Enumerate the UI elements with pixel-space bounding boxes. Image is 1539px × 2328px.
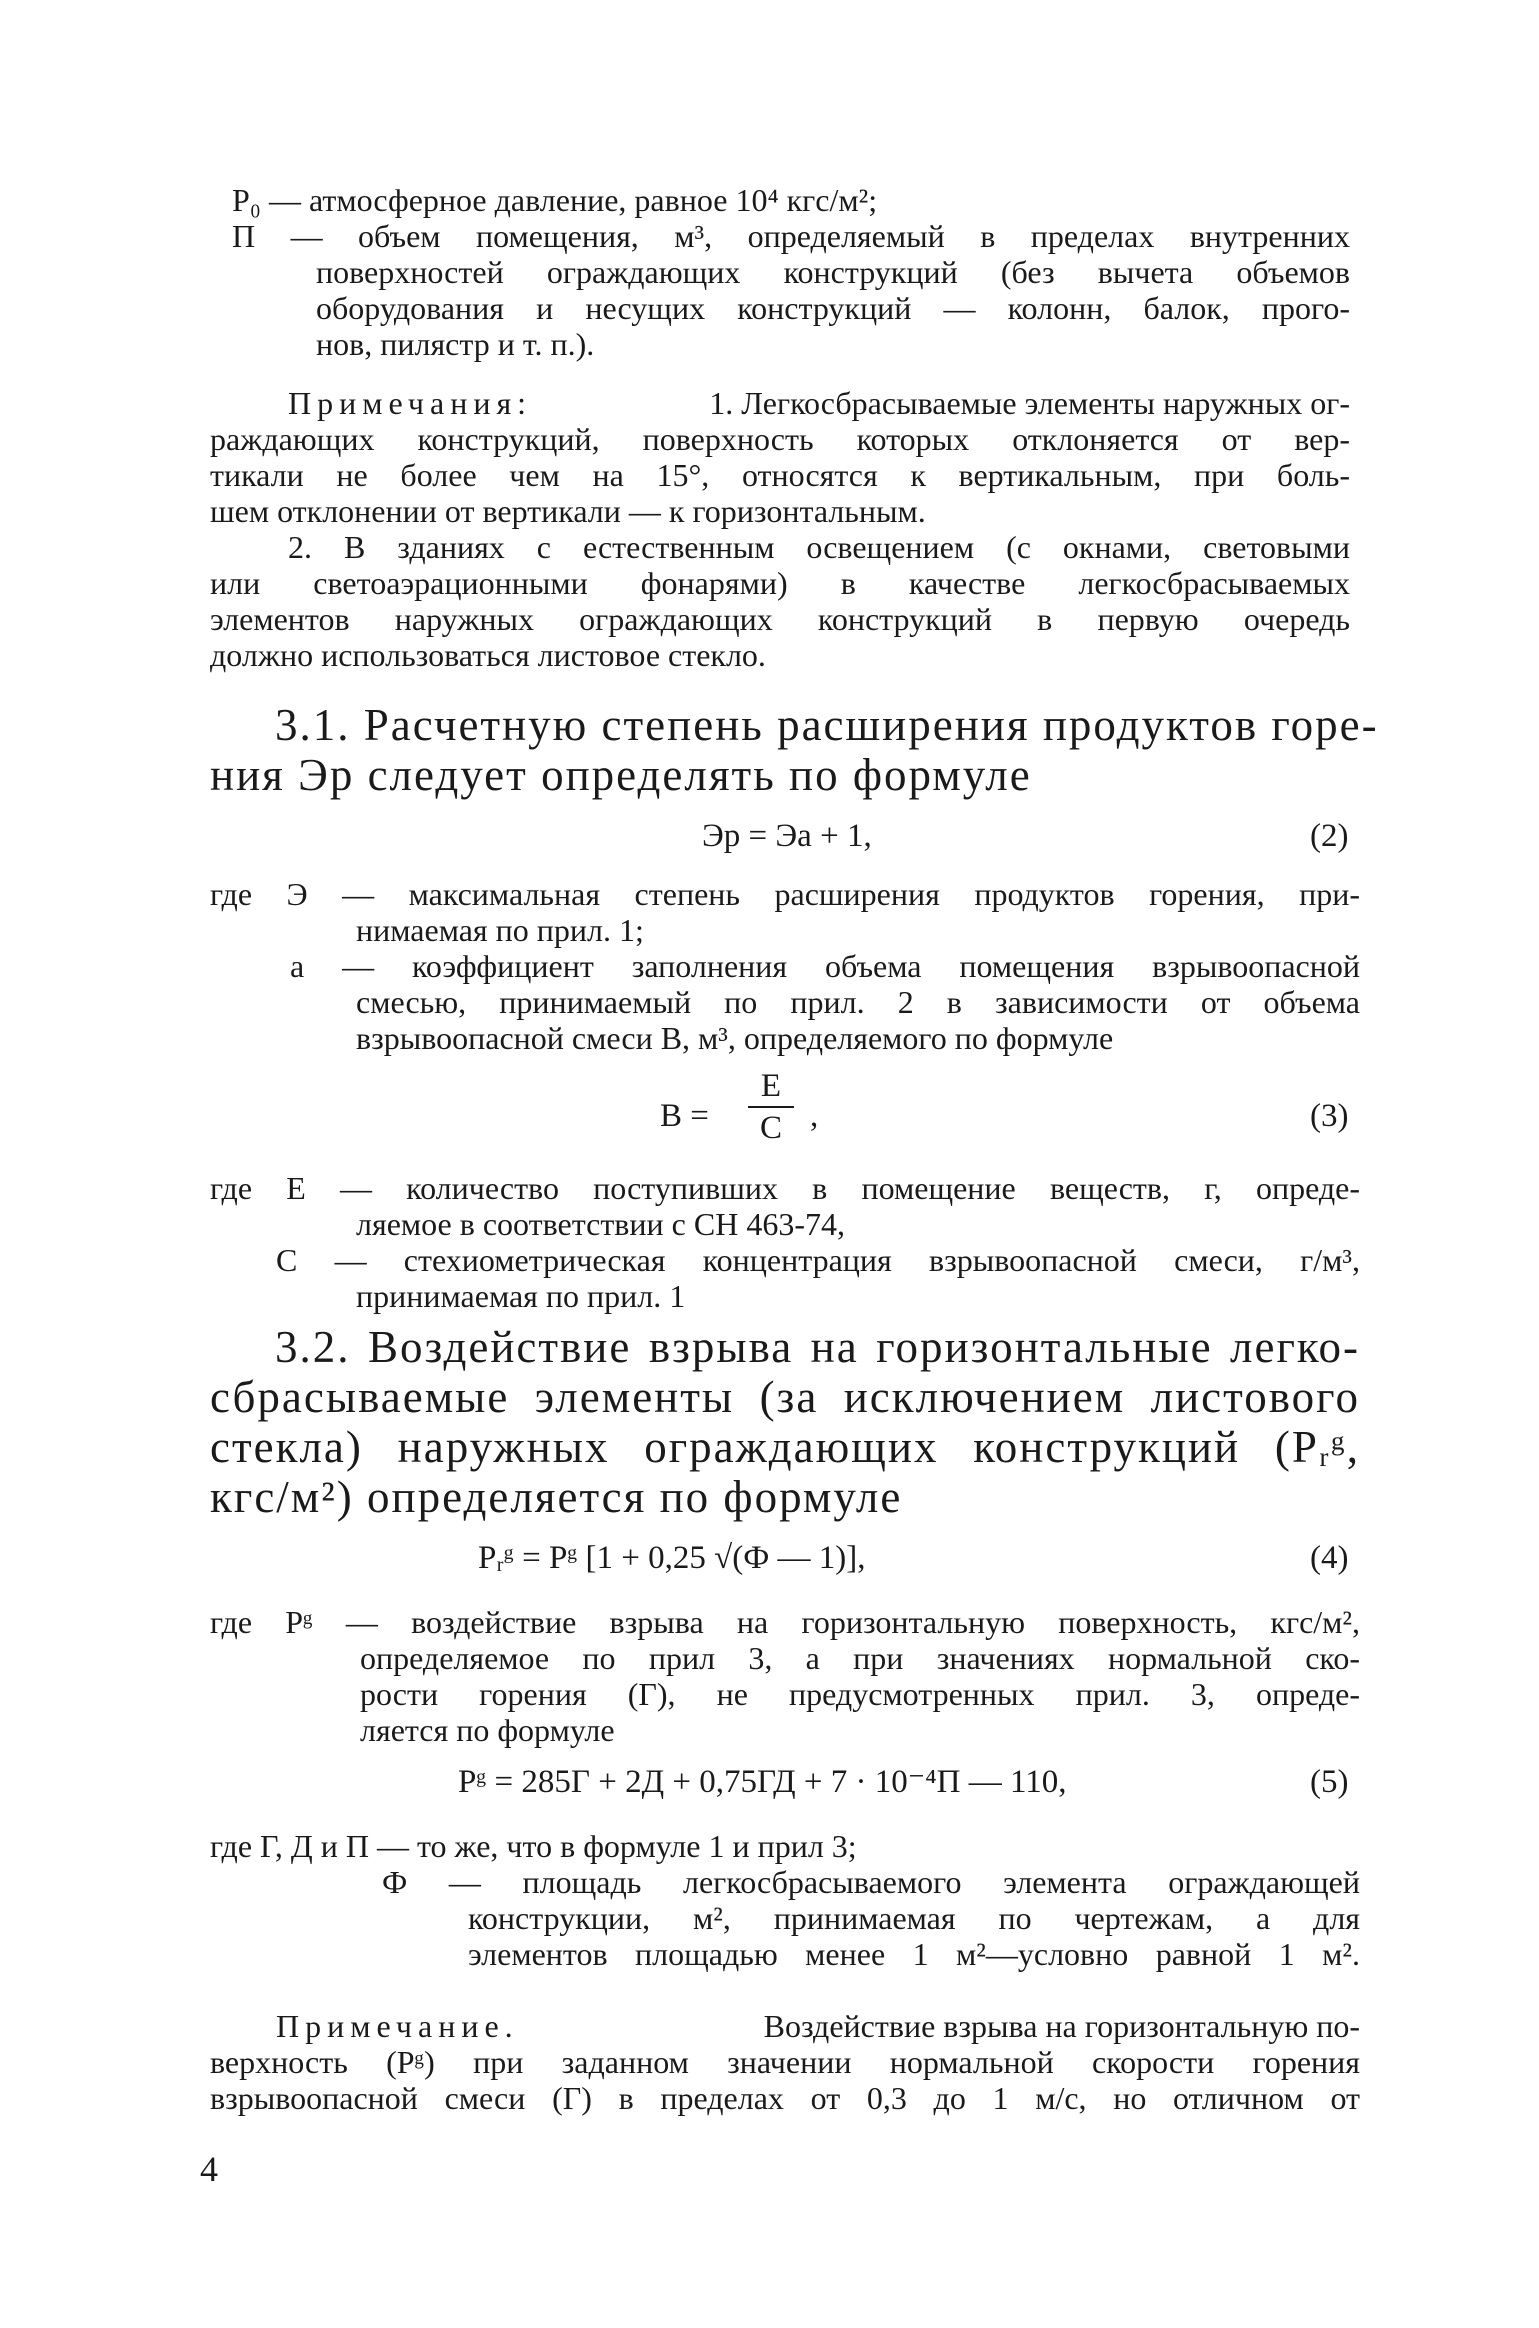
- section-3-2-heading: 3.2. Воздействие взрыва на горизонтальные легко-: [275, 1322, 1360, 1372]
- formula-4: Pᵣᵍ = Pᵍ [1 + 0,25 √(Ф — 1)],: [478, 1540, 866, 1576]
- where-c-conc: С — стехиометрическая концентрация взрывоопасной смеси, г/м³,: [276, 1242, 1360, 1278]
- formula-3-comma: ,: [810, 1098, 819, 1134]
- section-3-2-heading-cont-1: сбрасываемые элементы (за исключением листового: [210, 1372, 1360, 1422]
- where-a-coef: а — коэффициент заполнения объема помещения взрывоопасной: [290, 948, 1360, 984]
- where-e-quantity-cont: ляемое в соответствии с СН 463-74,: [356, 1206, 845, 1242]
- note1-first-line: [288, 385, 1350, 421]
- note1-line-0: 1. Легкосбрасываемые элементы наружных ог-: [709, 385, 1350, 421]
- where-c-conc-cont: принимаемая по прил. 1: [356, 1278, 686, 1314]
- formula-4-number: (4): [1310, 1540, 1349, 1576]
- def-volume-cont-3: нов, пилястр и т. п.).: [316, 326, 595, 362]
- where-f-area: Ф — площадь легкосбрасываемого элемента ограждающей: [382, 1864, 1360, 1900]
- where-g-d-p: где Г, Д и П — то же, что в формуле 1 и прил 3;: [210, 1828, 857, 1864]
- note1-line-3: шем отклонении от вертикали — к горизонтальным.: [210, 493, 926, 529]
- note1-line-5: или светоаэрационными фонарями) в качестве легкосбрасываемых: [210, 565, 1350, 601]
- formula-3-number: (3): [1310, 1098, 1349, 1134]
- page-number: 4: [200, 2149, 218, 2189]
- def-volume-cont-2: оборудования и несущих конструкций — колонн, балок, прого-: [316, 290, 1350, 326]
- where-e-max: где Э — максимальная степень расширения продуктов горения, при-: [210, 876, 1360, 912]
- where-e-quantity: где Е — количество поступивших в помещение веществ, г, опреде-: [210, 1170, 1360, 1206]
- def-volume-cont-1: поверхностей ограждающих конструкций (без вычета объемов: [316, 254, 1350, 290]
- def-p0: P₀ — атмосферное давление, равное 10⁴ кгс/м²;: [232, 182, 878, 218]
- section-3-2-heading-cont-3: кгс/м²) определяется по формуле: [210, 1472, 903, 1522]
- where-f-area-cont-2: элементов площадью менее 1 м²—условно равной 1 м².: [468, 1936, 1360, 1972]
- note1-line-7: должно использоваться листовое стекло.: [210, 637, 766, 673]
- formula-2: Эр = Эа + 1,: [702, 818, 872, 854]
- where-a-coef-cont-1: смесью, принимаемый по прил. 2 в зависимости от объема: [356, 984, 1360, 1020]
- where-f-area-cont-1: конструкции, м², принимаемая по чертежам, а для: [468, 1900, 1360, 1936]
- where-a-coef-cont-2: взрывоопасной смеси В, м³, определяемого по формуле: [356, 1020, 1114, 1056]
- where-pg-cont-2: рости горения (Г), не предусмотренных прил. 3, опреде-: [360, 1676, 1360, 1712]
- note1-line-2: тикали не более чем на 15°, относятся к вертикальным, при боль-: [210, 457, 1350, 493]
- fraction-bar: [748, 1106, 794, 1108]
- formula-3-lhs: B =: [660, 1098, 709, 1134]
- note2-first-line: [276, 2008, 1360, 2044]
- note2-line-1: верхность (Pᵍ) при заданном значении нормальной скорости горения: [210, 2044, 1360, 2080]
- note1-line-6: элементов наружных ограждающих конструкций в первую очередь: [210, 601, 1350, 637]
- note2-line-0: Воздействие взрыва на горизонтальную по-: [763, 2008, 1360, 2044]
- where-pg: где Pᵍ — воздействие взрыва на горизонтальную поверхность, кгс/м²,: [210, 1604, 1360, 1640]
- where-pg-cont-1: определяемое по прил 3, а при значениях нормальной ско-: [360, 1640, 1360, 1676]
- formula-5: Pᵍ = 285Г + 2Д + 0,75ГД + 7 · 10⁻⁴П — 110,: [458, 1764, 1067, 1800]
- section-3-2-heading-cont-2: стекла) наружных ограждающих конструкций (Pᵣᵍ,: [210, 1422, 1360, 1472]
- note1-label: Примечания:: [288, 385, 533, 421]
- note1-line-1: раждающих конструкций, поверхность которых отклоняется от вер-: [210, 421, 1350, 457]
- note2-line-2: взрывоопасной смеси (Г) в пределах от 0,3 до 1 м/с, но отличном от: [210, 2080, 1360, 2116]
- section-3-1-heading: 3.1. Расчетную степень расширения продуктов горе-: [275, 700, 1379, 750]
- section-3-1-heading-cont: ния Эр следует определять по формуле: [210, 750, 1032, 800]
- def-volume: П — объем помещения, м³, определяемый в пределах внутренних: [232, 218, 1350, 254]
- formula-3-numerator: E: [760, 1068, 782, 1104]
- where-pg-cont-3: ляется по формуле: [360, 1712, 615, 1748]
- formula-2-number: (2): [1310, 818, 1349, 854]
- note2-label: Примечание.: [276, 2008, 519, 2044]
- formula-5-number: (5): [1310, 1764, 1349, 1800]
- note1-line-4: 2. В зданиях с естественным освещением (с окнами, световыми: [288, 529, 1350, 565]
- formula-3-denominator: C: [759, 1110, 782, 1146]
- formula-3-fraction: [748, 1068, 794, 1146]
- where-e-max-cont: нимаемая по прил. 1;: [356, 912, 644, 948]
